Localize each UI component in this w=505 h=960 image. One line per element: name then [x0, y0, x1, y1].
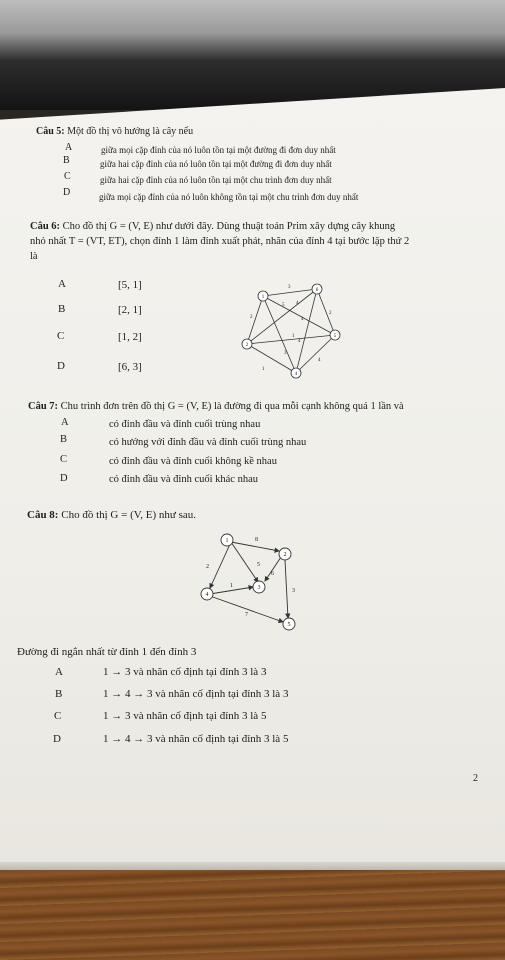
- wooden-table: [0, 870, 505, 960]
- q5-option-text: giữa mọi cặp đỉnh của nó luôn không tồn tại một chu trình đơn duy nhất: [99, 192, 359, 202]
- q6-option-text: [5, 1]: [118, 279, 142, 291]
- q7-option-text: có đỉnh đầu và đỉnh cuối khác nhau: [109, 474, 258, 485]
- q6-node-6: 6: [315, 288, 319, 293]
- q6-weight: 4: [301, 317, 304, 322]
- q8-option-label: C: [54, 710, 62, 722]
- q6-node-4: 4: [294, 372, 298, 377]
- question-8-stem: Cho đồ thị G = (V, E) như sau.: [61, 509, 197, 521]
- q6-option-label: C: [57, 330, 65, 342]
- q8-node-1: 1: [225, 538, 229, 544]
- q8-graph: [195, 530, 315, 640]
- q6-graph: [232, 276, 352, 386]
- q8-node-2: 2: [283, 552, 287, 558]
- q7-option-label: A: [61, 417, 69, 428]
- q6-weight: 4: [298, 339, 301, 344]
- question-6-title: Câu 6:: [30, 221, 61, 232]
- q6-weight: 1: [262, 367, 265, 372]
- q5-option-text: giữa hai cặp đỉnh của nó luôn tồn tại một đường đi đơn duy nhất: [100, 159, 332, 169]
- q8-weight: 2: [206, 564, 209, 570]
- q8-weight: 5: [257, 562, 260, 568]
- question-6-line2: nhỏ nhất T = (VT, ET), chọn đỉnh 1 làm đỉnh xuất phát, nhãn của đỉnh 4 tại bước lặp thứ 2: [30, 236, 410, 247]
- q6-node-1: 1: [261, 295, 265, 300]
- q8-option-text: 1 → 4 → 3 và nhãn cố định tại đỉnh 3 là 3: [103, 688, 289, 700]
- q5-option-label: D: [63, 187, 71, 198]
- q6-option-text: [2, 1]: [118, 304, 142, 316]
- q5-option-label: C: [64, 171, 71, 182]
- q8-weight: 3: [292, 588, 295, 594]
- q8-weight: 7: [245, 612, 248, 618]
- q6-option-text: [1, 2]: [118, 331, 142, 343]
- q7-option-text: có hướng với đỉnh đầu và đỉnh cuối trùng nhau: [109, 437, 307, 448]
- q6-option-label: D: [57, 360, 65, 372]
- q6-weight: 5: [282, 303, 285, 308]
- q6-weight: 4: [296, 301, 299, 306]
- q8-weight: 1: [230, 583, 233, 589]
- q5-option-text: giữa hai cặp đỉnh của nó luôn tồn tại một chu trình đơn duy nhất: [100, 175, 332, 185]
- question-6-line3: là: [30, 251, 38, 262]
- q8-node-3: 3: [257, 585, 261, 591]
- question-7-stem: Chu trình đơn trên đồ thị G = (V, E) là đường đi qua mỗi cạnh không quá 1 lần và: [60, 401, 404, 412]
- q5-option-label: B: [63, 155, 70, 166]
- q7-option-text: có đỉnh đầu và đỉnh cuối trùng nhau: [109, 419, 261, 430]
- question-7-title: Câu 7:: [28, 401, 59, 412]
- q8-weight: 6: [271, 571, 274, 577]
- q6-weight: 3: [288, 285, 291, 290]
- question-5-stem: Một đồ thị vô hướng là cây nếu: [67, 126, 194, 137]
- question-5-title: Câu 5:: [36, 126, 65, 137]
- q6-option-text: [6, 3]: [118, 361, 142, 373]
- q8-weight: 8: [255, 537, 258, 543]
- q6-option-label: A: [58, 278, 66, 290]
- page-number: 2: [473, 773, 478, 784]
- q6-weight: 1: [292, 334, 295, 339]
- q6-weight: 3: [284, 351, 287, 356]
- question-8-title: Câu 8:: [27, 509, 59, 521]
- q8-option-label: B: [55, 688, 63, 700]
- q7-option-text: có đỉnh đầu và đỉnh cuối không kề nhau: [109, 456, 277, 467]
- q8-option-label: A: [55, 666, 63, 678]
- q7-option-label: B: [60, 434, 68, 445]
- q6-node-5: 5: [333, 334, 337, 339]
- q5-option-text: giữa mọi cặp đỉnh của nó luôn tồn tại một đường đi đơn duy nhất: [101, 145, 336, 155]
- question-6-line1: Cho đồ thị G = (V, E) như dưới đây. Dùng thuật toán Prim xây dựng cây khung: [62, 221, 396, 232]
- q6-option-label: B: [58, 303, 66, 315]
- q5-option-label: A: [65, 142, 73, 153]
- q7-option-label: D: [60, 473, 68, 484]
- question-8-question: Đường đi ngắn nhất từ đỉnh 1 đến đỉnh 3: [17, 646, 197, 658]
- q8-node-5: 5: [287, 622, 291, 628]
- q6-weight: 4: [318, 358, 321, 363]
- q8-option-text: 1 → 4 → 3 và nhãn cố định tại đỉnh 3 là 5: [103, 733, 289, 745]
- q6-weight: 2: [250, 315, 253, 320]
- q7-option-label: C: [60, 454, 68, 465]
- q8-option-label: D: [53, 733, 61, 745]
- q8-node-4: 4: [205, 592, 209, 598]
- q6-node-2: 2: [245, 343, 249, 348]
- q6-weight: 2: [329, 311, 332, 316]
- q8-option-text: 1 → 3 và nhãn cố định tại đỉnh 3 là 5: [103, 710, 267, 722]
- q8-option-text: 1 → 3 và nhãn cố định tại đỉnh 3 là 3: [103, 666, 267, 678]
